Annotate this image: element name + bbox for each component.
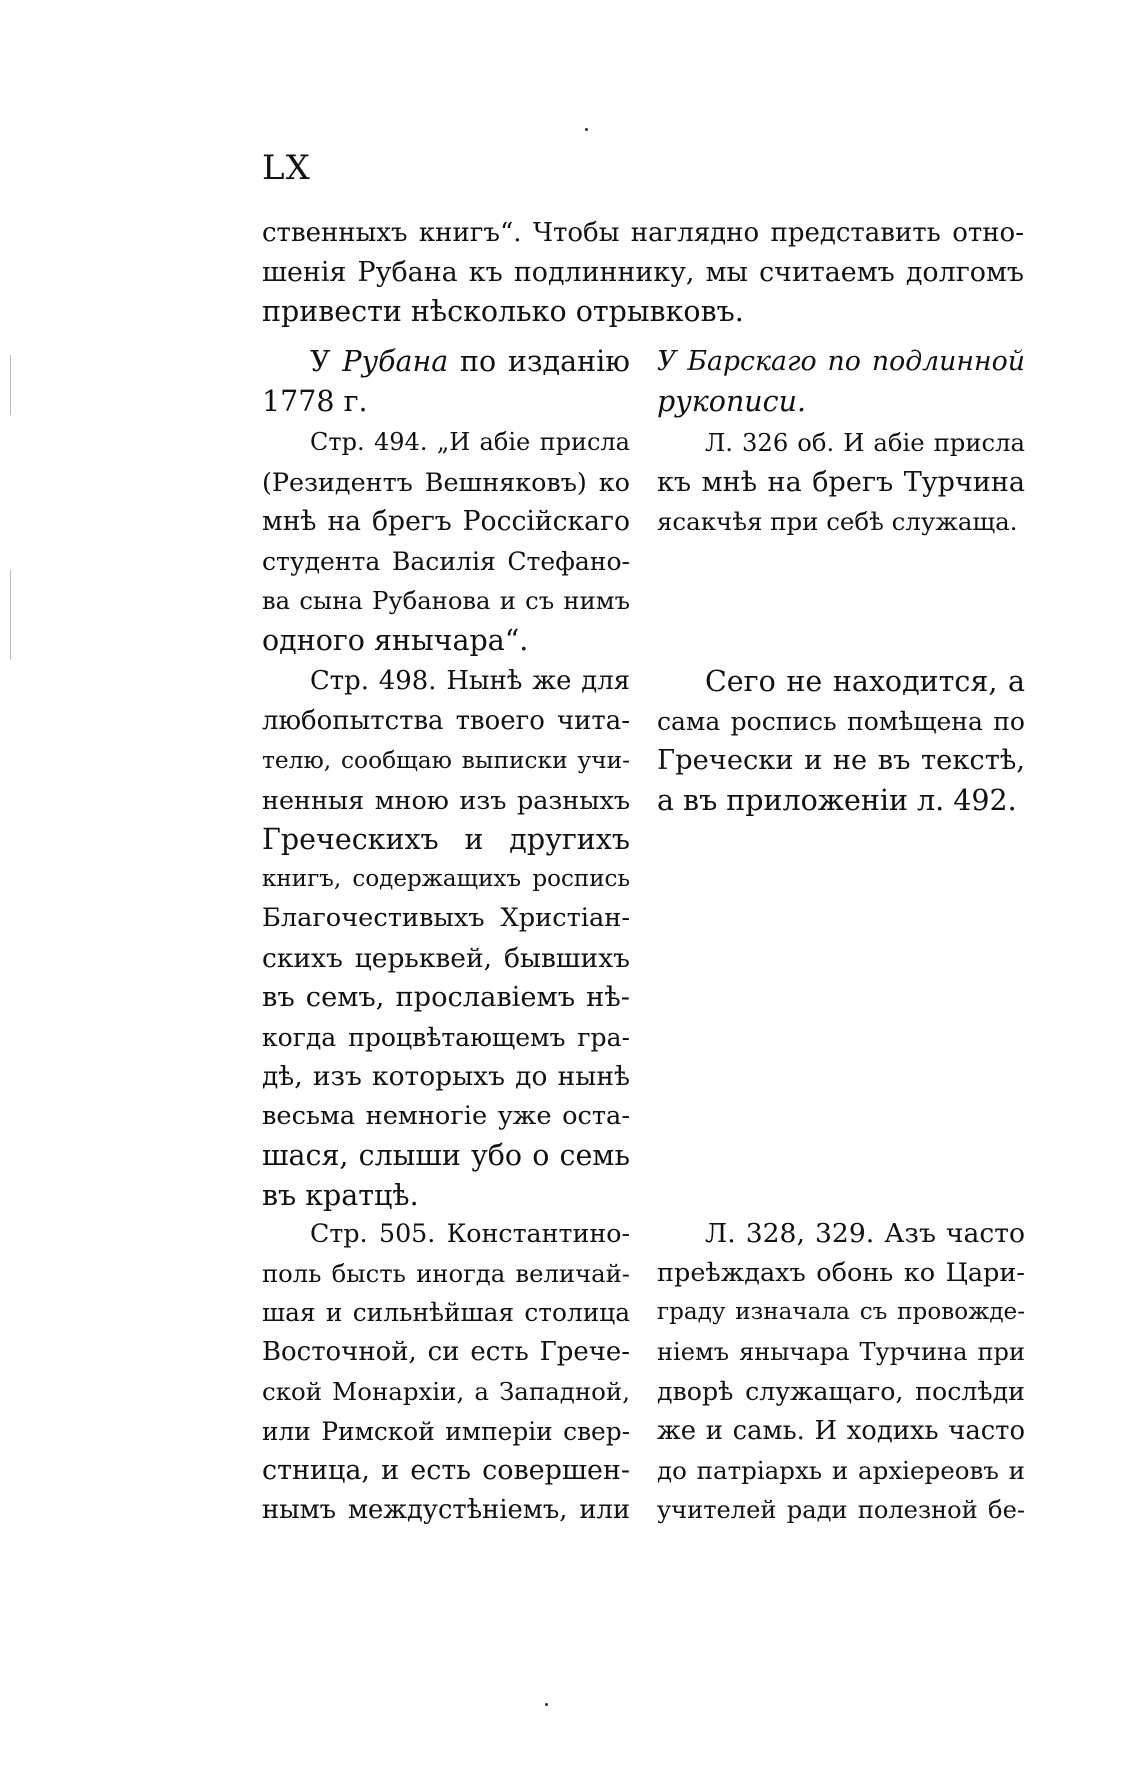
left-line: ской Монархіи, а Западной, xyxy=(262,1377,630,1406)
left-line: шася, слыши убо о семь xyxy=(262,1139,630,1172)
left-line: Стр. 498. Нынѣ же для xyxy=(310,666,630,696)
right-block-1 xyxy=(657,423,1025,542)
left-line: студента Василія Стефано- xyxy=(262,546,630,576)
right-column-header xyxy=(657,342,1025,421)
left-line: телю, сообщаю выписки учи- xyxy=(262,747,630,774)
left-line: скихъ церьквей, бывшихъ xyxy=(262,942,630,974)
left-line: (Резидентъ Вешняковъ) ко xyxy=(262,466,630,497)
left-block-2 xyxy=(262,662,630,1215)
left-line: ва сына Рубанова и съ нимъ xyxy=(262,586,630,615)
left-line: когда процвѣтающемъ гра- xyxy=(262,1022,630,1052)
left-line: Восточной, си есть Грече- xyxy=(262,1336,630,1367)
left-line: въ кратцѣ. xyxy=(262,1178,419,1212)
left-line: дѣ, изъ которыхъ до нынѣ xyxy=(262,1061,630,1092)
right-line: а въ приложеніи л. 492. xyxy=(657,783,1017,817)
left-line: ненныя мною изъ разныхъ xyxy=(262,784,630,815)
margin-mark-2 xyxy=(10,570,11,660)
left-line: мнѣ на брегъ Россійскаго xyxy=(262,506,630,537)
left-line: Благочестивыхъ Христіан- xyxy=(262,903,630,933)
left-line: шая и сильнѣйшая столица xyxy=(262,1298,630,1327)
left-header-line: У Рубана по изданію xyxy=(310,345,630,378)
left-line: Стр. 494. „И абіе присла xyxy=(310,428,630,456)
right-line: Гречески и не въ текстѣ, xyxy=(657,745,1025,776)
left-line: поль бысть иногда величай- xyxy=(262,1258,630,1288)
right-line: преѣждахъ обонь ко Цари- xyxy=(657,1257,1025,1288)
right-header-line: рукописи. xyxy=(657,384,807,418)
page-number: LX xyxy=(262,148,311,188)
left-line: весьма немногіе уже оста- xyxy=(262,1100,630,1131)
left-block-3 xyxy=(262,1214,630,1530)
right-line: Л. 328, 329. Азъ часто xyxy=(705,1218,1025,1249)
right-line: сама роспись помѣщена по xyxy=(657,706,1025,736)
right-line: же и самь. И ходихь часто xyxy=(657,1415,1025,1446)
right-block-2 xyxy=(657,662,1025,820)
right-line: дворѣ служащаго, послѣди xyxy=(657,1377,1025,1406)
right-line: Сего не находится, а xyxy=(705,665,1025,698)
right-line: Л. 326 об. И абіе присла xyxy=(705,428,1025,457)
right-header-line: У Барскаго по подлинной xyxy=(657,346,1025,377)
intro-line: шенія Рубана къ подлиннику, мы считаемъ долгомъ xyxy=(262,257,1024,288)
left-line: стница, и есть совершен- xyxy=(262,1455,630,1486)
top-dot-mark xyxy=(585,128,588,131)
left-line: нымъ междустѣніемъ, или xyxy=(262,1494,630,1525)
right-line: граду изначала съ провожде- xyxy=(657,1299,1025,1325)
author-name-rubana: Рубана xyxy=(342,345,449,378)
left-line: или Римской имперіи свер- xyxy=(262,1416,630,1446)
right-line: учителей ради полезной бе- xyxy=(657,1495,1025,1524)
bottom-dot-mark xyxy=(545,1703,548,1706)
left-line: въ семъ, прославіемъ нѣ- xyxy=(262,982,630,1013)
left-header-year: 1778 г. xyxy=(262,384,368,418)
intro-line: ственныхъ книгъ“. Чтобы наглядно представить отно- xyxy=(262,218,1024,248)
left-column-header xyxy=(262,342,630,421)
right-line: ясакчѣя при себѣ служаща. xyxy=(657,507,1018,536)
left-block-1 xyxy=(262,423,630,660)
left-line: любопытства твоего чита- xyxy=(262,705,630,736)
right-line: къ мнѣ на брегъ Турчина xyxy=(657,466,1025,498)
left-line: одного янычара“. xyxy=(262,623,529,657)
intro-paragraph xyxy=(262,214,1024,331)
intro-line: привести нѣсколько отрывковъ. xyxy=(262,295,744,328)
right-block-3 xyxy=(657,1214,1025,1530)
right-line: до патріархь и архіереовъ и xyxy=(657,1456,1025,1485)
left-line: книгъ, содержащихъ роспись xyxy=(262,865,630,892)
right-line: ніемъ янычара Турчина при xyxy=(657,1337,1025,1366)
left-line: Греческихъ и другихъ xyxy=(262,823,630,856)
left-line: Стр. 505. Константино- xyxy=(310,1219,630,1248)
margin-mark-1 xyxy=(10,355,11,415)
